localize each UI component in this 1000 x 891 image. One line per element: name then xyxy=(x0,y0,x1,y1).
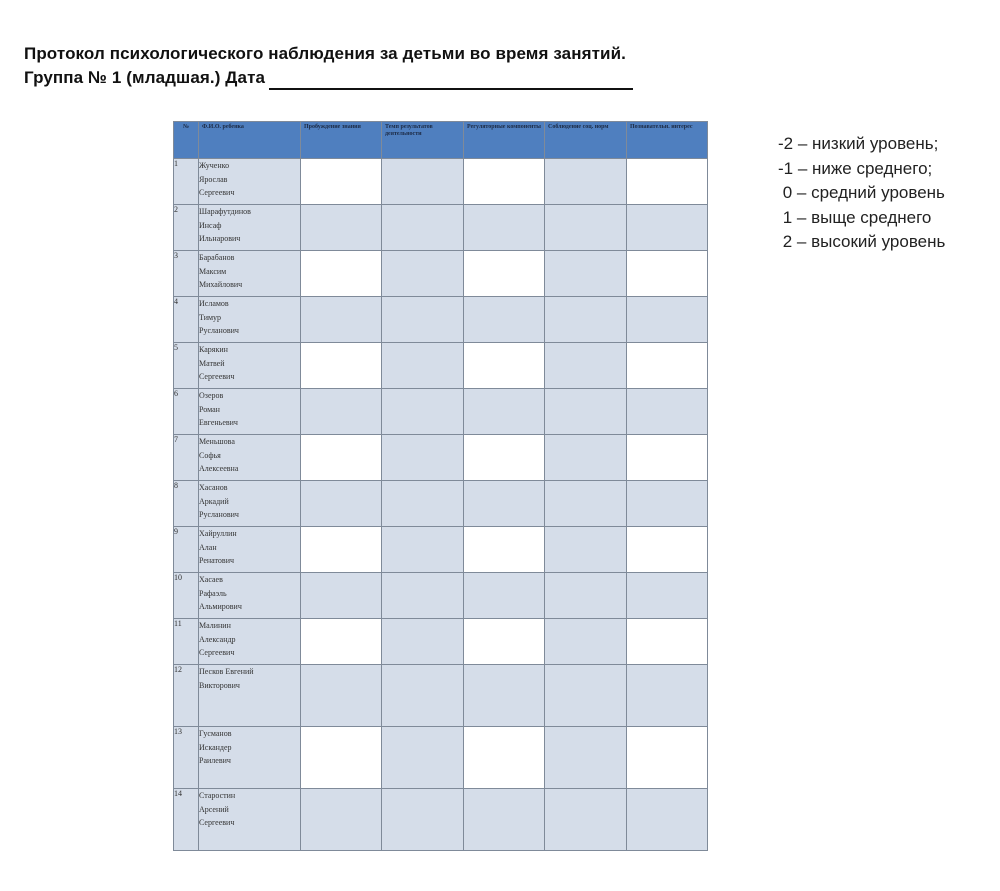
activity-pace-cell[interactable] xyxy=(382,527,464,573)
child-name-part: Старостин xyxy=(199,791,236,800)
row-number: 10 xyxy=(174,573,199,619)
regulatory-components-cell[interactable] xyxy=(464,727,545,789)
child-name-part: Матвей xyxy=(199,358,225,368)
activity-pace-cell[interactable] xyxy=(382,343,464,389)
child-name-part: Михайлович xyxy=(199,280,243,289)
child-name-part: Сергеевич xyxy=(199,188,235,197)
social-norms-cell[interactable] xyxy=(545,573,627,619)
social-norms-cell[interactable] xyxy=(545,665,627,727)
header-number: № xyxy=(174,122,199,159)
awakening-knowledge-cell[interactable] xyxy=(301,481,382,527)
social-norms-cell[interactable] xyxy=(545,789,627,851)
awakening-knowledge-cell[interactable] xyxy=(301,789,382,851)
row-number: 1 xyxy=(174,159,199,205)
awakening-knowledge-cell[interactable] xyxy=(301,619,382,665)
child-name-part: Исламов xyxy=(199,299,229,308)
activity-pace-cell[interactable] xyxy=(382,251,464,297)
child-name-part: Арсений xyxy=(199,804,229,814)
social-norms-cell[interactable] xyxy=(545,343,627,389)
cognitive-interest-cell[interactable] xyxy=(627,789,708,851)
table-row xyxy=(174,159,708,205)
child-name-cell xyxy=(199,573,301,619)
activity-pace-cell[interactable] xyxy=(382,481,464,527)
cognitive-interest-cell[interactable] xyxy=(627,297,708,343)
social-norms-cell[interactable] xyxy=(545,727,627,789)
regulatory-components-cell[interactable] xyxy=(464,789,545,851)
child-name-part: Рафаэль xyxy=(199,588,227,598)
table-header-row xyxy=(174,122,708,159)
row-number: 6 xyxy=(174,389,199,435)
cognitive-interest-cell[interactable] xyxy=(627,573,708,619)
awakening-knowledge-cell[interactable] xyxy=(301,159,382,205)
child-name-part: Гусманов xyxy=(199,729,232,738)
regulatory-components-cell[interactable] xyxy=(464,481,545,527)
row-number: 5 xyxy=(174,343,199,389)
table-row xyxy=(174,665,708,727)
cognitive-interest-cell[interactable] xyxy=(627,159,708,205)
child-name-part: Ярослав xyxy=(199,174,228,184)
table-row xyxy=(174,435,708,481)
child-name-part: Русланович xyxy=(199,510,239,519)
child-name-part: Максим xyxy=(199,266,227,276)
regulatory-components-cell[interactable] xyxy=(464,527,545,573)
title-line-1: Протокол психологического наблюдения за детьми во время занятий. xyxy=(24,44,626,63)
table-row xyxy=(174,619,708,665)
row-number: 8 xyxy=(174,481,199,527)
child-name-cell xyxy=(199,297,301,343)
regulatory-components-cell[interactable] xyxy=(464,297,545,343)
child-name-part: Хасаев xyxy=(199,575,223,584)
activity-pace-cell[interactable] xyxy=(382,389,464,435)
child-name-part: Хайруллин xyxy=(199,529,237,538)
row-number: 9 xyxy=(174,527,199,573)
table-row xyxy=(174,251,708,297)
header-social-norms: Соблюдение соц. норм xyxy=(545,122,627,159)
regulatory-components-cell[interactable] xyxy=(464,205,545,251)
activity-pace-cell[interactable] xyxy=(382,297,464,343)
awakening-knowledge-cell[interactable] xyxy=(301,343,382,389)
child-name-cell xyxy=(199,343,301,389)
awakening-knowledge-cell[interactable] xyxy=(301,435,382,481)
social-norms-cell[interactable] xyxy=(545,205,627,251)
activity-pace-cell[interactable] xyxy=(382,619,464,665)
child-name-part: Озеров xyxy=(199,391,224,400)
table-row xyxy=(174,527,708,573)
table-row xyxy=(174,343,708,389)
child-name-part: Жученко xyxy=(199,161,230,170)
child-name-part: Шарафутдинов xyxy=(199,207,251,216)
child-name-part: Альмирович xyxy=(199,602,242,611)
child-name-part: Тимур xyxy=(199,312,222,322)
legend-item: 2 – высокий уровень xyxy=(778,232,946,251)
cognitive-interest-cell[interactable] xyxy=(627,619,708,665)
awakening-knowledge-cell[interactable] xyxy=(301,205,382,251)
social-norms-cell[interactable] xyxy=(545,481,627,527)
awakening-knowledge-cell[interactable] xyxy=(301,573,382,619)
header-awakening-knowledge: Пробуждение знания xyxy=(301,122,382,159)
social-norms-cell[interactable] xyxy=(545,527,627,573)
regulatory-components-cell[interactable] xyxy=(464,665,545,727)
child-name-part: Песков Евгений xyxy=(199,667,254,676)
score-legend xyxy=(778,132,945,255)
row-number: 7 xyxy=(174,435,199,481)
row-number: 13 xyxy=(174,727,199,789)
child-name-part: Инсаф xyxy=(199,220,222,230)
child-name-part: Малинин xyxy=(199,621,231,630)
group-and-date-label: Группа № 1 (младшая.) Дата xyxy=(24,68,266,87)
regulatory-components-cell[interactable] xyxy=(464,343,545,389)
awakening-knowledge-cell[interactable] xyxy=(301,297,382,343)
table-body xyxy=(174,159,708,851)
activity-pace-cell[interactable] xyxy=(382,435,464,481)
child-name-cell xyxy=(199,251,301,297)
child-name-cell xyxy=(199,435,301,481)
awakening-knowledge-cell[interactable] xyxy=(301,251,382,297)
cognitive-interest-cell[interactable] xyxy=(627,435,708,481)
child-name-cell xyxy=(199,481,301,527)
header-regulatory-components: Регуляторные компоненты xyxy=(464,122,545,159)
cognitive-interest-cell[interactable] xyxy=(627,205,708,251)
child-name-part: Сергеевич xyxy=(199,372,235,381)
cognitive-interest-cell[interactable] xyxy=(627,389,708,435)
header-activity-pace: Темп результатов деятельности xyxy=(382,122,464,159)
child-name-part: Сергеевич xyxy=(199,648,235,657)
child-name-part: Сергеевич xyxy=(199,818,235,827)
table-row xyxy=(174,389,708,435)
activity-pace-cell[interactable] xyxy=(382,159,464,205)
cognitive-interest-cell[interactable] xyxy=(627,727,708,789)
social-norms-cell[interactable] xyxy=(545,435,627,481)
regulatory-components-cell[interactable] xyxy=(464,619,545,665)
child-name-cell xyxy=(199,159,301,205)
legend-item: 0 – средний уровень xyxy=(778,183,945,202)
regulatory-components-cell[interactable] xyxy=(464,435,545,481)
child-name-cell xyxy=(199,727,301,789)
row-number: 12 xyxy=(174,665,199,727)
regulatory-components-cell[interactable] xyxy=(464,251,545,297)
social-norms-cell[interactable] xyxy=(545,251,627,297)
child-name-part: Алексеевна xyxy=(199,464,239,473)
table-row xyxy=(174,481,708,527)
awakening-knowledge-cell[interactable] xyxy=(301,389,382,435)
document-title xyxy=(24,42,633,90)
awakening-knowledge-cell[interactable] xyxy=(301,527,382,573)
regulatory-components-cell[interactable] xyxy=(464,389,545,435)
child-name-part: Карякин xyxy=(199,345,228,354)
cognitive-interest-cell[interactable] xyxy=(627,527,708,573)
child-name-cell xyxy=(199,527,301,573)
child-name-part: Аркадий xyxy=(199,496,229,506)
child-name-part: Раилевич xyxy=(199,756,231,765)
cognitive-interest-cell[interactable] xyxy=(627,481,708,527)
legend-item: -2 – низкий уровень; xyxy=(778,134,939,153)
child-name-cell xyxy=(199,789,301,851)
activity-pace-cell[interactable] xyxy=(382,665,464,727)
child-name-part: Ренатович xyxy=(199,556,234,565)
table-row xyxy=(174,573,708,619)
cognitive-interest-cell[interactable] xyxy=(627,665,708,727)
social-norms-cell[interactable] xyxy=(545,389,627,435)
legend-item: 1 – выще среднего xyxy=(778,207,932,227)
child-name-cell xyxy=(199,205,301,251)
child-name-part: Викторович xyxy=(199,680,240,690)
child-name-part: Алан xyxy=(199,542,217,552)
child-name-part: Барабанов xyxy=(199,253,235,262)
child-name-part: Искандер xyxy=(199,742,232,752)
legend-item: -1 – ниже среднего; xyxy=(778,158,933,178)
social-norms-cell[interactable] xyxy=(545,159,627,205)
title-line-2 xyxy=(24,66,633,90)
cognitive-interest-cell[interactable] xyxy=(627,343,708,389)
table-row xyxy=(174,205,708,251)
awakening-knowledge-cell[interactable] xyxy=(301,727,382,789)
table-row xyxy=(174,727,708,789)
child-name-cell xyxy=(199,619,301,665)
child-name-part: Меньшова xyxy=(199,437,235,446)
observation-table xyxy=(173,121,708,851)
row-number: 11 xyxy=(174,619,199,665)
date-blank-line xyxy=(269,70,633,90)
child-name-part: Софья xyxy=(199,450,221,460)
social-norms-cell[interactable] xyxy=(545,619,627,665)
activity-pace-cell[interactable] xyxy=(382,727,464,789)
activity-pace-cell[interactable] xyxy=(382,573,464,619)
child-name-part: Роман xyxy=(199,404,220,414)
activity-pace-cell[interactable] xyxy=(382,205,464,251)
table-row xyxy=(174,789,708,851)
table-row xyxy=(174,297,708,343)
awakening-knowledge-cell[interactable] xyxy=(301,665,382,727)
regulatory-components-cell[interactable] xyxy=(464,573,545,619)
regulatory-components-cell[interactable] xyxy=(464,159,545,205)
child-name-part: Александр xyxy=(199,634,236,644)
row-number: 14 xyxy=(174,789,199,851)
activity-pace-cell[interactable] xyxy=(382,789,464,851)
social-norms-cell[interactable] xyxy=(545,297,627,343)
header-child-name: Ф.И.О. ребенка xyxy=(199,122,301,159)
child-name-part: Ильнарович xyxy=(199,234,241,243)
row-number: 4 xyxy=(174,297,199,343)
row-number: 3 xyxy=(174,251,199,297)
child-name-cell xyxy=(199,665,301,727)
child-name-cell xyxy=(199,389,301,435)
child-name-part: Русланович xyxy=(199,326,239,335)
child-name-part: Хасанов xyxy=(199,483,228,492)
child-name-part: Евгеньевич xyxy=(199,418,238,427)
row-number: 2 xyxy=(174,205,199,251)
cognitive-interest-cell[interactable] xyxy=(627,251,708,297)
header-cognitive-interest: Познавательн. интерес xyxy=(627,122,708,159)
